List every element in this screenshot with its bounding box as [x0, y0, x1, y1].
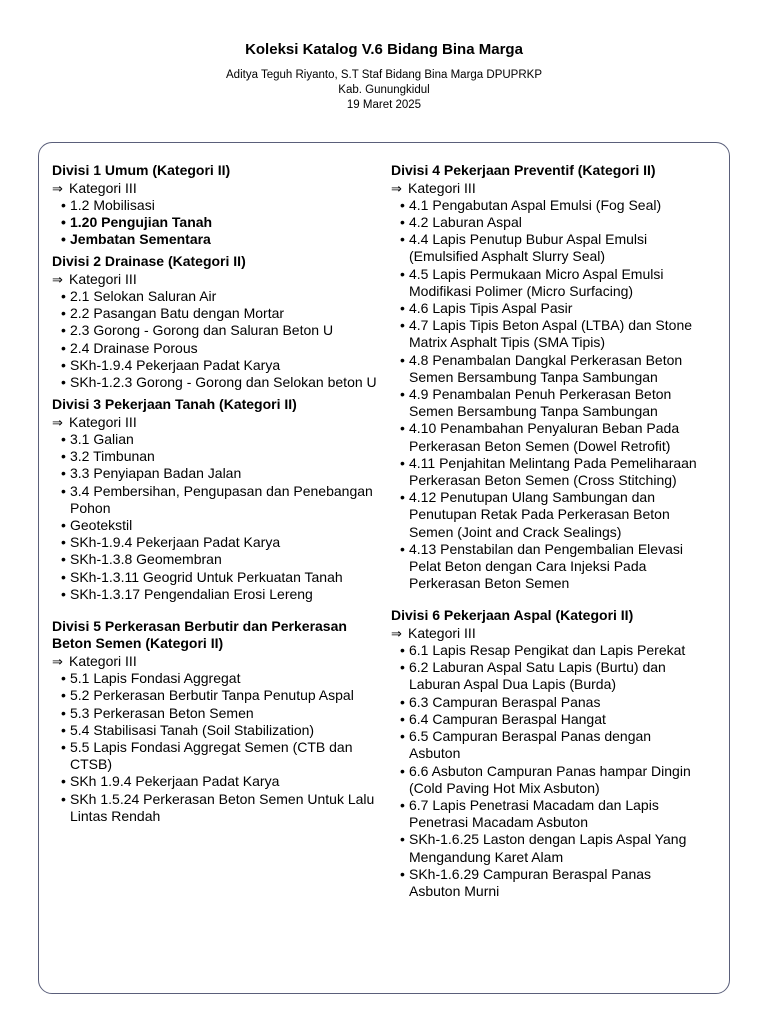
double-arrow-icon: ⇒	[52, 653, 63, 669]
left-column	[52, 162, 388, 825]
list-item	[52, 569, 388, 586]
list-item-text: 5.3 Perkerasan Beton Semen	[70, 704, 254, 721]
bullet-icon: •	[400, 489, 405, 506]
list-item	[52, 374, 388, 391]
list-item	[391, 214, 701, 231]
bullet-icon: •	[400, 351, 405, 368]
list-item	[52, 322, 388, 339]
list-item	[52, 305, 388, 322]
bullet-icon: •	[61, 534, 66, 551]
list-item	[52, 670, 388, 687]
double-arrow-icon: ⇒	[391, 625, 402, 641]
bullet-icon: •	[61, 687, 66, 704]
bullet-icon: •	[400, 540, 405, 557]
list-item-text: 5.2 Perkerasan Berbutir Tanpa Penutup Aspal	[70, 687, 354, 704]
list-item-text: 4.5 Lapis Permukaan Micro Aspal Emulsi Modifikasi Polimer (Micro Surfacing)	[409, 265, 664, 299]
list-item-text: 6.5 Campuran Beraspal Panas dengan Asbuton	[409, 728, 652, 762]
list-item	[391, 455, 701, 489]
list-item	[391, 300, 701, 317]
bullet-icon: •	[61, 213, 66, 230]
list-item-text: 5.1 Lapis Fondasi Aggregat	[70, 670, 241, 687]
bullet-icon: •	[400, 642, 405, 659]
double-arrow-icon: ⇒	[52, 180, 63, 196]
list-item-text: 4.6 Lapis Tipis Aspal Pasir	[409, 299, 573, 316]
item-list	[391, 642, 701, 900]
list-item-text: 6.7 Lapis Penetrasi Macadam dan Lapis Penetrasi Macadam Asbuton	[409, 796, 659, 831]
bullet-icon: •	[400, 454, 405, 471]
list-item-text: 3.1 Galian	[70, 430, 134, 447]
list-item	[52, 431, 388, 448]
list-item	[52, 483, 388, 517]
list-item-text: 2.4 Drainase Porous	[70, 339, 198, 356]
double-arrow-icon: ⇒	[391, 180, 402, 196]
bullet-icon: •	[61, 374, 66, 391]
list-item	[52, 465, 388, 482]
list-item-text: 4.8 Penambalan Dangkal Perkerasan Beton Semen Bersambung Tanpa Sambungan	[409, 351, 683, 385]
division-title: Divisi 2 Drainase (Kategori II)	[52, 253, 246, 270]
item-list	[391, 197, 701, 593]
list-item-text: SKh-1.6.29 Campuran Beraspal Panas Asbuton Murni	[409, 865, 652, 899]
bullet-icon: •	[400, 299, 405, 316]
list-item	[391, 642, 701, 659]
division-title: Divisi 3 Pekerjaan Tanah (Kategori II)	[52, 396, 297, 413]
bullet-icon: •	[61, 448, 66, 465]
bullet-icon: •	[400, 420, 405, 437]
list-item	[391, 386, 701, 420]
list-item-text: 1.2 Mobilisasi	[70, 196, 155, 213]
list-item-text: 6.4 Campuran Beraspal Hangat	[409, 710, 606, 727]
bullet-icon: •	[400, 196, 405, 213]
list-item-text: 2.2 Pasangan Batu dengan Mortar	[70, 305, 285, 322]
category-label: Kategori III	[69, 179, 137, 196]
list-item	[52, 517, 388, 534]
list-item-text: 4.11 Penjahitan Melintang Pada Pemeliharaan Perkerasan Beton Semen (Cross Stitching)	[409, 454, 697, 488]
list-item	[52, 687, 388, 704]
list-item-text: 4.12 Penutupan Ulang Sambungan dan Penutupan Retak Pada Perkerasan Beton Semen (Joint and Crack Sealings)	[409, 489, 670, 540]
document-date: 19 Maret 2025	[346, 99, 422, 111]
bullet-icon: •	[400, 762, 405, 779]
document-author: Aditya Teguh Riyanto, S.T Staf Bidang Bina Marga DPUPRKP	[226, 69, 542, 81]
list-item	[52, 288, 388, 305]
bullet-icon: •	[61, 322, 66, 339]
double-arrow-icon: ⇒	[52, 271, 63, 287]
bullet-icon: •	[61, 356, 66, 373]
list-item-text: 4.9 Penambalan Penuh Perkerasan Beton Semen Bersambung Tanpa Sambungan	[409, 385, 672, 420]
list-item	[52, 357, 388, 374]
bullet-icon: •	[400, 317, 405, 334]
division-section	[52, 162, 388, 248]
list-item	[391, 541, 701, 593]
bullet-icon: •	[61, 305, 66, 322]
bullet-icon: •	[400, 693, 405, 710]
bullet-icon: •	[61, 670, 66, 687]
list-item	[52, 448, 388, 465]
category-label: Kategori III	[69, 652, 137, 669]
list-item-text: SKh-1.9.4 Pekerjaan Padat Karya	[70, 356, 281, 373]
list-item	[391, 420, 701, 454]
list-item-text: 5.5 Lapis Fondasi Aggregat Semen (CTB dan CTSB)	[70, 738, 353, 773]
list-item	[391, 317, 701, 351]
list-item	[391, 728, 701, 762]
bullet-icon: •	[61, 568, 66, 585]
list-item-text: SKh-1.3.17 Pengendalian Erosi Lereng	[70, 585, 313, 602]
item-list	[52, 431, 388, 603]
list-item	[391, 489, 701, 541]
list-item-text: 6.2 Laburan Aspal Satu Lapis (Burtu) dan Laburan Aspal Dua Lapis (Burda)	[409, 659, 666, 693]
division-title: Divisi 1 Umum (Kategori II)	[52, 162, 231, 178]
list-item	[391, 866, 701, 900]
list-item-text: 4.2 Laburan Aspal	[409, 213, 522, 230]
list-item-text: SKh-1.9.4 Pekerjaan Padat Karya	[70, 534, 281, 551]
list-item	[391, 797, 701, 831]
division-section	[52, 253, 388, 391]
category-label: Kategori III	[69, 270, 137, 287]
category-label: Kategori III	[408, 624, 476, 641]
list-item	[391, 659, 701, 693]
list-item	[391, 763, 701, 797]
list-item	[391, 266, 701, 300]
list-item-text: SKh-1.3.8 Geomembran	[70, 551, 222, 568]
list-item	[52, 773, 388, 790]
division-title: Divisi 4 Pekerjaan Preventif (Kategori II)	[391, 162, 656, 178]
bullet-icon: •	[61, 773, 66, 790]
list-item-text: 5.4 Stabilisasi Tanah (Soil Stabilization)	[70, 721, 315, 738]
document-location: Kab. Gunungkidul	[338, 84, 430, 96]
list-item-text: SKh 1.5.24 Perkerasan Beton Semen Untuk Lalu Lintas Rendah	[70, 790, 375, 824]
bullet-icon: •	[61, 430, 66, 447]
double-arrow-icon: ⇒	[52, 414, 63, 430]
list-item-text: 4.4 Lapis Penutup Bubur Aspal Emulsi (Emulsified Asphalt Slurry Seal)	[409, 231, 648, 265]
division-section	[52, 618, 388, 825]
bullet-icon: •	[61, 465, 66, 482]
bullet-icon: •	[400, 265, 405, 282]
bullet-icon: •	[61, 704, 66, 721]
category-label: Kategori III	[69, 413, 137, 430]
bullet-icon: •	[400, 865, 405, 882]
list-item	[52, 586, 388, 603]
list-item-text: SKh 1.9.4 Pekerjaan Padat Karya	[70, 773, 280, 790]
list-item	[52, 340, 388, 357]
bullet-icon: •	[400, 385, 405, 402]
list-item	[391, 231, 701, 265]
bullet-icon: •	[400, 213, 405, 230]
bullet-icon: •	[400, 796, 405, 813]
list-item	[52, 791, 388, 825]
list-item	[391, 197, 701, 214]
list-item	[52, 551, 388, 568]
list-item	[391, 711, 701, 728]
category-subheading	[52, 180, 388, 197]
bullet-icon: •	[61, 196, 66, 213]
division-title: Divisi 6 Pekerjaan Aspal (Kategori II)	[391, 607, 634, 624]
bullet-icon: •	[61, 551, 66, 568]
list-item-text: 4.7 Lapis Tipis Beton Aspal (LTBA) dan Stone Matrix Asphalt Tipis (SMA Tipis)	[409, 317, 693, 351]
bullet-icon: •	[61, 482, 66, 499]
list-item	[391, 831, 701, 865]
list-item-text: 6.3 Campuran Beraspal Panas	[409, 693, 601, 710]
list-item	[52, 231, 388, 248]
category-subheading	[52, 271, 388, 288]
list-item-text: 3.2 Timbunan	[70, 448, 155, 465]
bullet-icon: •	[61, 231, 66, 248]
document-header	[0, 40, 768, 113]
list-item-text: 6.6 Asbuton Campuran Panas hampar Dingin (Cold Paving Hot Mix Asbuton)	[409, 762, 691, 796]
list-item	[52, 214, 388, 231]
list-item-text: 4.1 Pengabutan Aspal Emulsi (Fog Seal)	[409, 196, 662, 213]
bullet-icon: •	[400, 831, 405, 848]
category-subheading	[391, 180, 701, 197]
bullet-icon: •	[400, 728, 405, 745]
bullet-icon: •	[61, 339, 66, 356]
category-subheading	[391, 625, 701, 642]
list-item-text: 4.13 Penstabilan dan Pengembalian Elevasi Pelat Beton dengan Cara Injeksi Pada Perkerasan Beton Semen	[409, 540, 683, 592]
bullet-icon: •	[61, 288, 66, 305]
list-item-text: 6.1 Lapis Resap Pengikat dan Lapis Perekat	[409, 642, 686, 659]
list-item-text: 4.10 Penambahan Penyaluran Beban Pada Perkerasan Beton Semen (Dowel Retrofit)	[409, 420, 680, 454]
list-item	[52, 722, 388, 739]
list-item-text: Jembatan Sementara	[70, 231, 211, 248]
list-item-text: SKh-1.3.11 Geogrid Untuk Perkuatan Tanah	[70, 568, 343, 585]
item-list	[52, 670, 388, 825]
list-item-text: 3.4 Pembersihan, Pengupasan dan Penebangan Pohon	[70, 482, 373, 516]
list-item	[391, 352, 701, 386]
list-item-text: SKh-1.2.3 Gorong - Gorong dan Selokan beton U	[70, 374, 377, 391]
list-item	[391, 694, 701, 711]
item-list	[52, 197, 388, 249]
list-item-text: 3.3 Penyiapan Badan Jalan	[70, 465, 242, 482]
right-column	[391, 162, 701, 900]
list-item-text: 2.1 Selokan Saluran Air	[70, 288, 217, 305]
bullet-icon: •	[400, 231, 405, 248]
list-item	[52, 739, 388, 773]
bullet-icon: •	[61, 516, 66, 533]
document-title: Koleksi Katalog V.6 Bidang Bina Marga	[245, 41, 523, 58]
list-item	[52, 534, 388, 551]
bullet-icon: •	[400, 710, 405, 727]
division-section	[391, 162, 701, 592]
bullet-icon: •	[61, 790, 66, 807]
bullet-icon: •	[400, 659, 405, 676]
list-item-text: Geotekstil	[70, 516, 133, 533]
bullet-icon: •	[61, 738, 66, 755]
category-label: Kategori III	[408, 179, 476, 196]
category-subheading	[52, 653, 388, 670]
bullet-icon: •	[61, 585, 66, 602]
list-item	[52, 197, 388, 214]
item-list	[52, 288, 388, 391]
division-section	[52, 396, 388, 603]
category-subheading	[52, 414, 388, 431]
division-title: Divisi 5 Perkerasan Berbutir dan Perkerasan Beton Semen (Kategori II)	[52, 617, 347, 652]
division-section	[391, 607, 701, 900]
list-item	[52, 705, 388, 722]
list-item-text: 2.3 Gorong - Gorong dan Saluran Beton U	[70, 322, 334, 339]
bullet-icon: •	[61, 721, 66, 738]
list-item-text: SKh-1.6.25 Laston dengan Lapis Aspal Yang Mengandung Karet Alam	[409, 831, 687, 865]
list-item-text: 1.20 Pengujian Tanah	[70, 213, 213, 230]
